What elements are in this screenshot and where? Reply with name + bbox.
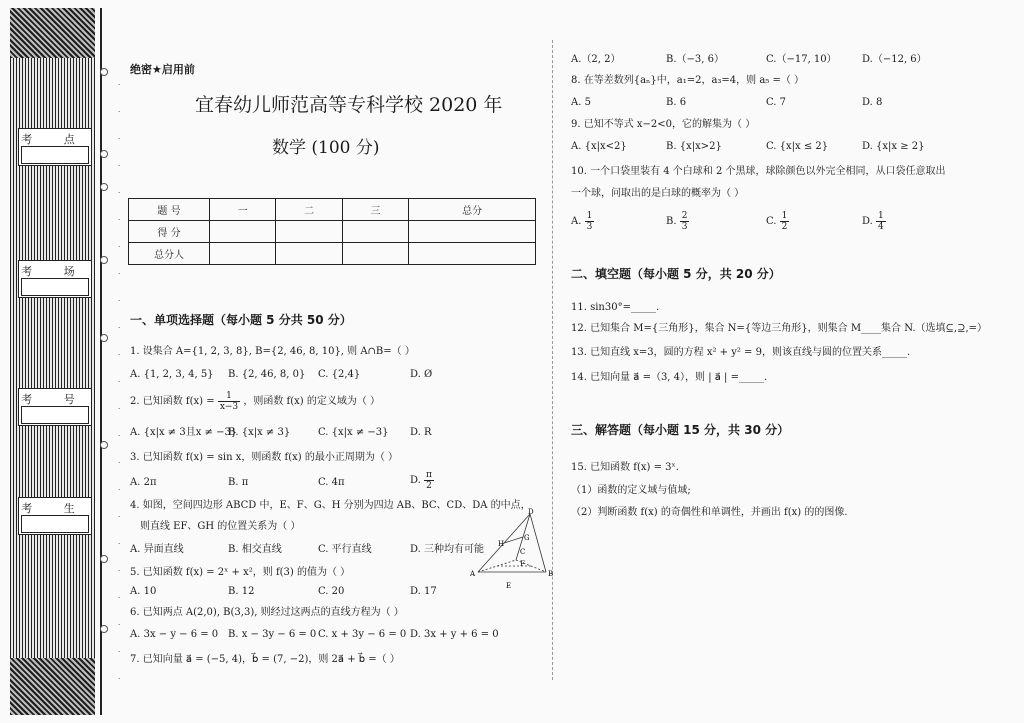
q8-option-d: D. 8 [862,97,883,108]
q2-prefix: 2. 已知函数 [130,396,183,407]
q9-option-b: B. {x|x>2} [666,141,722,152]
q8-option-a: A. 5 [571,97,591,108]
exam-number-field[interactable] [18,388,92,426]
figure-label-c: C [520,548,526,556]
q8-option-c: C. 7 [766,97,787,108]
q6-option-a: A. 3x − y − 6 = 0 [130,629,219,640]
q1-option-a: A. {1, 2, 3, 4, 5} [130,369,214,380]
question-4-line-1: 4. 如图，空间四边形 ABCD 中，E、F、G、H 分别为四边 AB、BC、CD、DA 的中点， [130,500,531,511]
q3-option-d: D. $\frac{\pi}{2}$ [410,470,432,491]
score-cell[interactable] [276,243,342,265]
question-8: 8. 在等差数列{aₙ}中，a₁=2，a₃=4，则 a₅ =（ ） [571,75,805,86]
score-cell[interactable] [210,221,276,243]
figure-label-e: E [506,582,512,590]
question-4-line-2: 则直线 EF、GH 的位置关系为（ ） [140,521,301,532]
question-9: 9. 已知不等式 x−2<0，它的解集为（ ） [571,119,756,130]
binding-hole [100,441,108,449]
q6-option-d: D. 3x + y + 6 = 0 [410,629,499,640]
exam-room-field[interactable] [18,260,92,298]
q9-option-a: A. {x|x<2} [571,141,627,152]
question-14: 14. 已知向量 a⃗ =（3, 4），则 | a⃗ | =_____. [571,372,768,383]
q5-option-c: C. 20 [318,586,345,597]
figure-label-h: H [498,540,505,548]
q1-option-b: B. {2, 46, 8, 0} [228,369,306,380]
binding-hole [100,256,108,264]
score-cell[interactable] [409,243,536,265]
exam-number-label: 考 号 [21,393,89,406]
q2-option-b: B. {x|x ≠ 3} [228,427,291,438]
seal-line-marks: · · · · · · · · · · · · · · · · · · · · · · · [118,81,121,683]
score-header-cell: 三 [342,199,408,221]
q3-option-b: B. π [228,477,249,488]
score-header-cell: 二 [276,199,342,221]
question-11: 11. sin30°=_____. [571,302,660,313]
q3-option-a: A. 2π [130,477,157,488]
binding-hole [100,68,108,76]
q2-option-d: D. R [410,427,432,438]
q5-option-b: B. 12 [228,586,255,597]
q8-option-b: B. 6 [666,97,687,108]
q4-option-d: D. 三种均有可能 [410,544,485,555]
question-15-part-2: （2）判断函数 f(x) 的奇偶性和单调性，并画出 f(x) 的的图像. [571,507,848,518]
question-12: 12. 已知集合 M={三角形}，集合 N={等边三角形}，则集合 M____集合 N.（选填⊆,⊇,=） [571,323,988,334]
q2-fraction: $\frac{1}{x-3}$ [219,391,239,412]
score-cell[interactable] [409,221,536,243]
score-row-label: 总分人 [129,243,210,265]
figure-label-b: B [548,570,554,578]
q10-option-a: A. $\frac{1}{3}$ [571,211,593,232]
q10-d-fraction: $\frac{1}{4}$ [878,211,884,232]
question-3: 3. 已知函数 f(x) = sin x，则函数 f(x) 的最小正周期为（ ） [130,452,399,463]
q7-option-c: C.（−17, 10） [766,54,837,65]
question-15: 15. 已知函数 f(x) = 3ˣ. [571,462,679,473]
binding-hatch-top [10,8,95,58]
score-header-cell: 一 [210,199,276,221]
figure-label-f: F [520,560,525,568]
q10-a-fraction: $\frac{1}{3}$ [586,211,593,232]
q10-option-c: C. $\frac{1}{2}$ [766,211,788,232]
tetrahedron-figure [468,508,560,594]
question-5: 5. 已知函数 f(x) = 2ˣ + x²，则 f(3) 的值为（ ） [130,567,351,578]
q3-d-fraction: $\frac{\pi}{2}$ [426,470,432,491]
q2-option-c: C. {x|x ≠ −3} [318,427,389,438]
score-header-cell: 题 号 [129,199,210,221]
binding-hatch-bottom [10,658,95,715]
q6-option-c: C. x + 3y − 6 = 0 [318,629,407,640]
q5-option-a: A. 10 [130,586,157,597]
question-2 [130,390,380,414]
q7-option-b: B.（−3, 6） [666,54,724,65]
question-1: 1. 设集合 A={1, 2, 3, 8}, B={2, 46, 8, 10}, 则 A∩B=（ ） [130,346,415,357]
student-name-label: 考 生 [21,502,89,515]
q2-function: f(x) = [185,396,215,407]
section-2-title: 二、填空题（每小题 5 分，共 20 分） [571,267,781,281]
q10-option-d: D. $\frac{1}{4}$ [862,211,884,232]
q9-option-c: C. {x|x ≤ 2} [766,141,829,152]
q10-option-b: B. $\frac{2}{3}$ [666,211,688,232]
binding-hole [100,183,108,191]
question-10-line-1: 10. 一个口袋里装有 4 个白球和 2 个黑球，球除颜色以外完全相同，从口袋任意取出 [571,166,946,177]
q2-option-a: A. {x|x ≠ 3且x ≠ −3} [130,427,238,438]
binding-hole [100,625,108,633]
question-13: 13. 已知直线 x=3，圆的方程 x² + y² = 9，则该直线与圆的位置关系_____. [571,347,911,358]
score-cell[interactable] [342,221,408,243]
section-1-title: 一、单项选择题（每小题 5 分共 50 分） [130,313,352,327]
binding-hole [100,334,108,342]
q1-option-c: C. {2,4} [318,369,361,380]
q4-option-c: C. 平行直线 [318,544,372,555]
student-name-field[interactable] [18,497,92,535]
exam-subject: 数学 (100 分) [272,138,380,158]
binding-hole [100,555,108,563]
q4-option-b: B. 相交直线 [228,544,282,555]
score-cell[interactable] [276,221,342,243]
q7-option-d: D.（−12, 6） [862,54,927,65]
exam-room-label: 考 场 [21,265,89,278]
figure-label-a: A [470,570,476,578]
confidential-mark: 绝密★启用前 [130,63,195,76]
q5-option-d: D. 17 [410,586,437,597]
score-table [128,198,536,265]
q10-b-fraction: $\frac{2}{3}$ [681,211,688,232]
q6-option-b: B. x − 3y − 6 = 0 [228,629,317,640]
score-row-label: 得 分 [129,221,210,243]
q10-c-fraction: $\frac{1}{2}$ [781,211,788,232]
question-6: 6. 已知两点 A(2,0), B(3,3), 则经过这两点的直线方程为（ ） [130,607,404,618]
question-10-line-2: 一个球，问取出的是白球的概率为（ ） [571,188,745,199]
q7-option-a: A.（2, 2） [571,54,621,65]
score-cell[interactable] [210,243,276,265]
q1-option-d: D. Ø [410,369,433,380]
q3-option-c: C. 4π [318,477,345,488]
section-3-title: 三、解答题（每小题 15 分，共 30 分） [571,423,790,437]
exam-title: 宜春幼儿师范高等专科学校 2020 年 [195,94,503,116]
figure-label-d: D [528,508,534,516]
question-15-part-1: （1）函数的定义域与值域; [571,485,691,496]
score-cell[interactable] [342,243,408,265]
question-7: 7. 已知向量 a⃗ = (−5, 4)，b⃗ = (7, −2)，则 2a⃗ + b⃗ =（ ） [130,654,400,665]
binding-hole [100,150,108,158]
score-header-cell: 总分 [409,199,536,221]
q2-suffix: ，则函数 f(x) 的定义域为（ ） [243,396,381,407]
exam-site-label: 考 点 [21,133,89,146]
q9-option-d: D. {x|x ≥ 2} [862,141,925,152]
figure-label-g: G [524,534,530,542]
exam-site-field[interactable] [18,128,92,166]
q4-option-a: A. 异面直线 [130,544,184,555]
